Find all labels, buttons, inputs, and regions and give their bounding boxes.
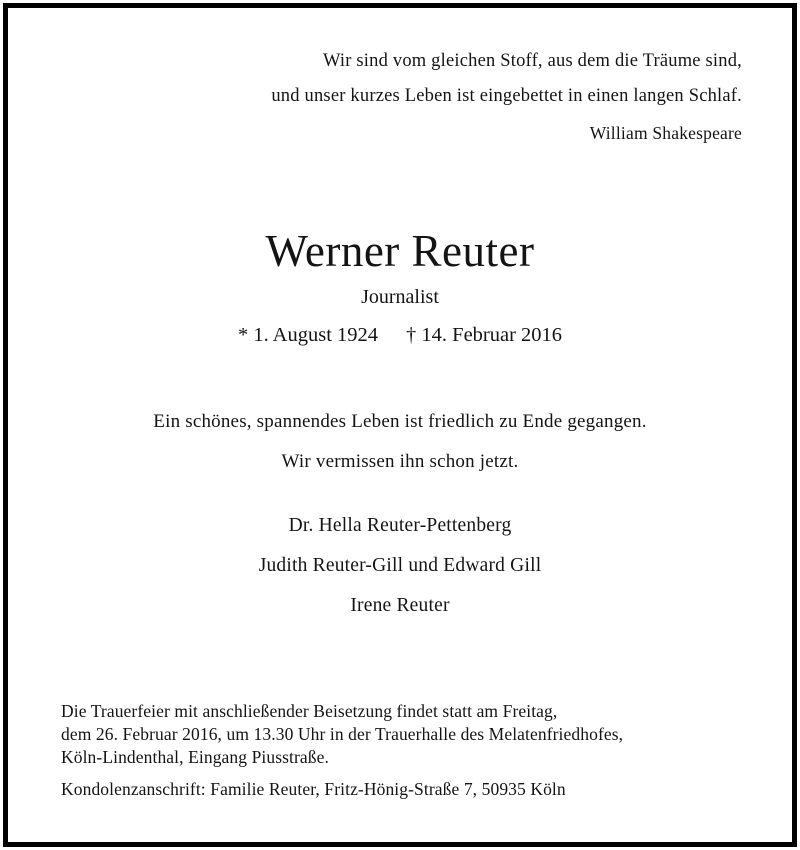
- mourner-name-1: Dr. Hella Reuter-Pettenberg: [288, 515, 512, 536]
- deceased-name: Werner Reuter: [265, 226, 535, 276]
- mourners-list: [0, 506, 800, 626]
- deceased-profession: Journalist: [361, 286, 439, 308]
- condolence-address: Kondolenzanschrift: Familie Reuter, Fritz-Hönig-Straße 7, 50935 Köln: [61, 779, 566, 799]
- funeral-line-1: Die Trauerfeier mit anschließender Beisetzung findet statt am Freitag,: [61, 701, 558, 721]
- mourner-name-2: Judith Reuter-Gill und Edward Gill: [258, 555, 542, 576]
- life-dates: [0, 321, 800, 349]
- farewell-line-1: Ein schönes, spannendes Leben ist friedlich zu Ende gegangen.: [153, 411, 647, 432]
- epigraph-attribution: William Shakespeare: [589, 123, 742, 143]
- death-date: † 14. Februar 2016: [406, 324, 563, 346]
- funeral-text: [61, 700, 740, 769]
- epigraph-line-2: und unser kurzes Leben ist eingebettet in einen langen Schlaf.: [271, 86, 742, 106]
- farewell-line-2: Wir vermissen ihn schon jetzt.: [281, 451, 519, 472]
- funeral-line-2: dem 26. Februar 2016, um 13.30 Uhr in der Trauerhalle des Melatenfriedhofes,: [61, 724, 624, 744]
- funeral-line-3: Köln-Lindenthal, Eingang Piusstraße.: [61, 747, 329, 767]
- funeral-details: [61, 700, 740, 801]
- epigraph-line-1: Wir sind vom gleichen Stoff, aus dem die Träume sind,: [322, 51, 742, 71]
- mourner-name-3: Irene Reuter: [350, 595, 450, 616]
- birth-date: * 1. August 1924: [237, 324, 379, 346]
- farewell-message: [0, 402, 800, 482]
- epigraph: [271, 44, 742, 148]
